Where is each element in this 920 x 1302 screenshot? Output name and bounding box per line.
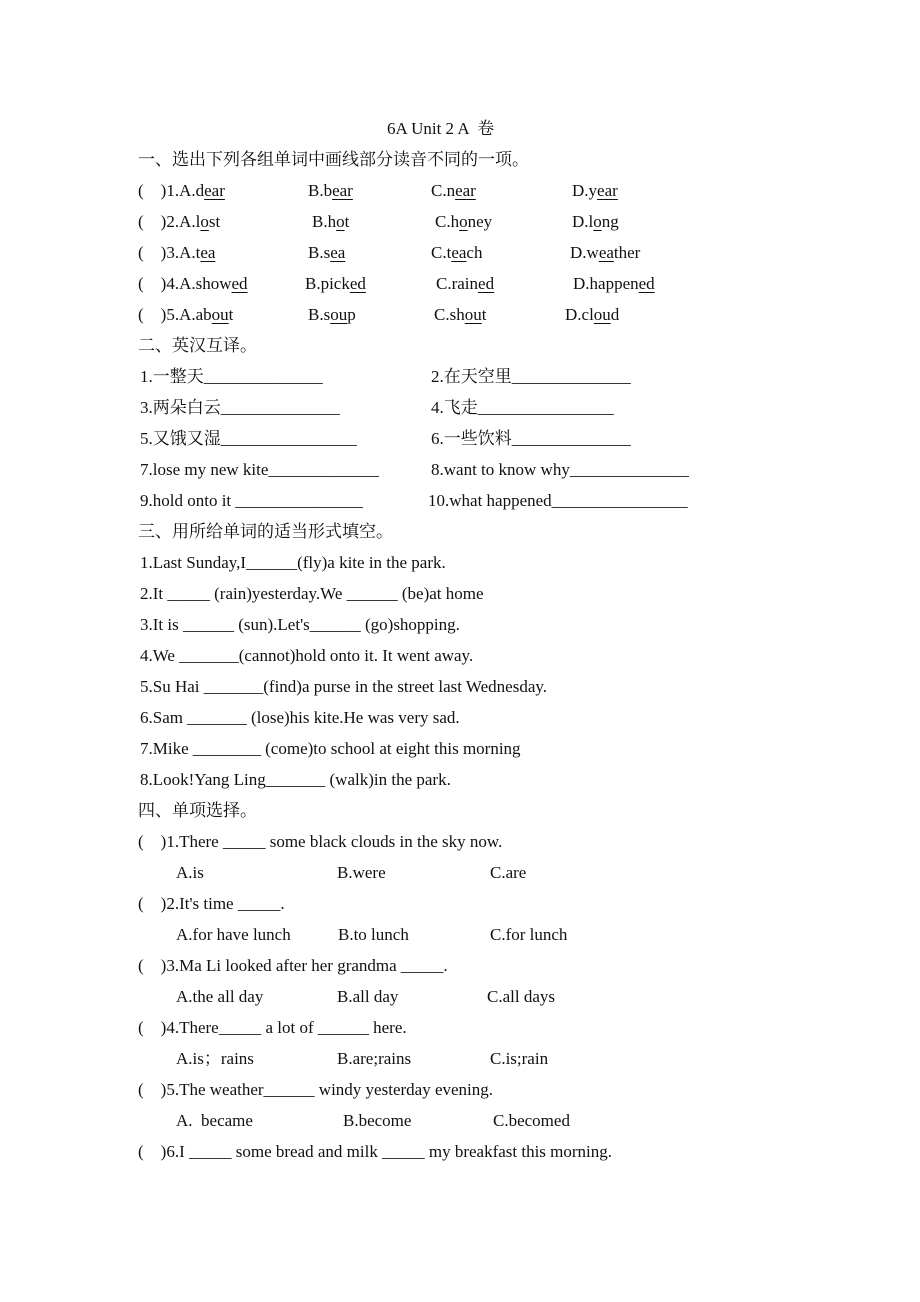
option-c bbox=[436, 273, 494, 295]
choice-option-c: C.becomed bbox=[493, 1111, 570, 1130]
underlined-part: ea bbox=[598, 243, 614, 262]
underlined-part: ear bbox=[332, 181, 353, 200]
option-text: t bbox=[344, 212, 350, 231]
option-b bbox=[308, 242, 345, 264]
choice-option-b: B.all day bbox=[337, 987, 399, 1006]
question-number: 1. bbox=[166, 181, 180, 200]
question-row bbox=[138, 304, 233, 326]
answer-bracket: ( ) bbox=[138, 1018, 167, 1037]
choice-option-c: C.for lunch bbox=[490, 925, 568, 944]
option-b bbox=[305, 273, 366, 295]
option-text: A.t bbox=[179, 243, 201, 262]
translation-item: 9.hold onto it _______________ bbox=[140, 491, 363, 510]
translation-item: 3.两朵白云______________ bbox=[140, 398, 340, 417]
choice-question: 4.There_____ a lot of ______ here. bbox=[166, 1018, 407, 1037]
underlined-part: ou bbox=[464, 305, 482, 324]
option-text: B.b bbox=[308, 181, 333, 200]
option-text: B.s bbox=[308, 243, 331, 262]
fill-blank-item: 2.It _____ (rain)yesterday.We ______ (be)at home bbox=[140, 584, 484, 603]
answer-bracket: ( ) bbox=[138, 956, 167, 975]
option-text: C.sh bbox=[434, 305, 465, 324]
question-row bbox=[138, 242, 215, 264]
answer-bracket: ( ) bbox=[138, 832, 167, 851]
choice-option-a: A.is；rains bbox=[176, 1049, 254, 1068]
answer-bracket: ( ) bbox=[138, 305, 167, 324]
underlined-part: ear bbox=[597, 181, 618, 200]
answer-bracket: ( ) bbox=[138, 181, 167, 200]
fill-blank-item: 4.We _______(cannot)hold onto it. It went away. bbox=[140, 646, 474, 665]
underlined-part: ou bbox=[330, 305, 348, 324]
translation-item: 8.want to know why______________ bbox=[431, 460, 689, 479]
choice-question: 6.I _____ some bread and milk _____ my breakfast this morning. bbox=[166, 1142, 613, 1161]
section-4-heading: 四、单项选择。 bbox=[138, 801, 257, 820]
answer-bracket: ( ) bbox=[138, 212, 167, 231]
question-number: 5. bbox=[166, 305, 180, 324]
choice-question-row bbox=[138, 955, 448, 977]
option-a bbox=[179, 274, 247, 293]
translation-item: 4.飞走________________ bbox=[431, 398, 614, 417]
option-text: A.d bbox=[179, 181, 205, 200]
option-text: C.t bbox=[431, 243, 452, 262]
fill-blank-item: 8.Look!Yang Ling_______ (walk)in the park. bbox=[140, 770, 451, 789]
option-d bbox=[572, 211, 619, 233]
option-text: t bbox=[228, 305, 234, 324]
underlined-part: ed bbox=[638, 274, 655, 293]
underlined-part: o bbox=[593, 212, 602, 231]
choice-option-b: B.were bbox=[337, 863, 386, 882]
underlined-part: ou bbox=[211, 305, 229, 324]
option-text: B.s bbox=[308, 305, 331, 324]
question-row bbox=[138, 180, 225, 202]
choice-question: 5.The weather______ windy yesterday evening. bbox=[166, 1080, 494, 1099]
underlined-part: ear bbox=[455, 181, 476, 200]
question-row bbox=[138, 211, 220, 233]
underlined-part: o bbox=[200, 212, 209, 231]
option-c bbox=[435, 211, 492, 233]
answer-bracket: ( ) bbox=[138, 1142, 167, 1161]
option-text: D.l bbox=[572, 212, 594, 231]
option-a bbox=[179, 243, 215, 262]
choice-option-a: A.the all day bbox=[176, 987, 264, 1006]
option-text: ther bbox=[613, 243, 641, 262]
choice-option-a: A.is bbox=[176, 863, 204, 882]
option-c bbox=[434, 304, 486, 326]
option-d bbox=[570, 242, 640, 264]
section-1-heading: 一、选出下列各组单词中画线部分读音不同的一项。 bbox=[138, 150, 529, 169]
choice-question: 3.Ma Li looked after her grandma _____. bbox=[166, 956, 448, 975]
translation-item: 6.一些饮料______________ bbox=[431, 429, 631, 448]
option-text: st bbox=[208, 212, 221, 231]
option-d bbox=[573, 273, 655, 295]
fill-blank-item: 7.Mike ________ (come)to school at eight this morning bbox=[140, 739, 521, 758]
choice-question-row bbox=[138, 831, 502, 853]
option-text: p bbox=[347, 305, 356, 324]
option-text: D.cl bbox=[565, 305, 594, 324]
choice-option-a: A.for have lunch bbox=[176, 925, 291, 944]
answer-bracket: ( ) bbox=[138, 274, 167, 293]
option-text: B.h bbox=[312, 212, 337, 231]
choice-question-row bbox=[138, 1141, 612, 1163]
translation-item: 2.在天空里______________ bbox=[431, 367, 631, 386]
choice-question-row bbox=[138, 893, 285, 915]
option-text: C.rain bbox=[436, 274, 479, 293]
option-text: D.y bbox=[572, 181, 598, 200]
question-number: 3. bbox=[166, 243, 180, 262]
underlined-part: ed bbox=[349, 274, 366, 293]
translation-item: 10.what happened________________ bbox=[428, 491, 688, 510]
option-a bbox=[179, 305, 233, 324]
translation-item: 1.一整天______________ bbox=[140, 367, 323, 386]
choice-option-c: C.all days bbox=[487, 987, 555, 1006]
fill-blank-item: 5.Su Hai _______(find)a purse in the street last Wednesday. bbox=[140, 677, 548, 696]
option-text: A.ab bbox=[179, 305, 212, 324]
option-b bbox=[308, 304, 356, 326]
question-number: 2. bbox=[166, 212, 180, 231]
underlined-part: ed bbox=[478, 274, 495, 293]
option-b bbox=[312, 211, 349, 233]
fill-blank-item: 3.It is ______ (sun).Let's______ (go)shopping. bbox=[140, 615, 460, 634]
option-text: ch bbox=[466, 243, 483, 262]
fill-blank-item: 1.Last Sunday,I______(fly)a kite in the park. bbox=[140, 553, 446, 572]
option-text: D.w bbox=[570, 243, 599, 262]
section-3-heading: 三、用所给单词的适当形式填空。 bbox=[138, 522, 393, 541]
choice-option-b: B.to lunch bbox=[338, 925, 409, 944]
underlined-part: ea bbox=[200, 243, 216, 262]
question-row bbox=[138, 273, 248, 295]
underlined-part: ear bbox=[204, 181, 225, 200]
option-text: C.h bbox=[435, 212, 460, 231]
option-text: C.n bbox=[431, 181, 456, 200]
fill-blank-item: 6.Sam _______ (lose)his kite.He was very sad. bbox=[140, 708, 460, 727]
answer-bracket: ( ) bbox=[138, 243, 167, 262]
option-text: ney bbox=[467, 212, 493, 231]
underlined-part: ea bbox=[451, 243, 467, 262]
choice-option-b: B.become bbox=[343, 1111, 412, 1130]
choice-option-a: A. became bbox=[176, 1111, 253, 1130]
option-a bbox=[179, 181, 225, 200]
option-a bbox=[179, 212, 220, 231]
section-2-heading: 二、英汉互译。 bbox=[138, 336, 257, 355]
option-text: t bbox=[481, 305, 487, 324]
answer-bracket: ( ) bbox=[138, 894, 167, 913]
option-b bbox=[308, 180, 353, 202]
choice-option-c: C.are bbox=[490, 863, 527, 882]
translation-item: 7.lose my new kite_____________ bbox=[140, 460, 379, 479]
question-number: 4. bbox=[166, 274, 180, 293]
choice-question: 1.There _____ some black clouds in the sky now. bbox=[166, 832, 503, 851]
choice-question-row bbox=[138, 1017, 407, 1039]
option-d bbox=[565, 304, 619, 326]
choice-question: 2.It's time _____. bbox=[166, 894, 285, 913]
underlined-part: o bbox=[336, 212, 345, 231]
option-text: D.happen bbox=[573, 274, 639, 293]
translation-item: 5.又饿又湿________________ bbox=[140, 429, 357, 448]
choice-question-row bbox=[138, 1079, 493, 1101]
underlined-part: ou bbox=[593, 305, 611, 324]
underlined-part: ea bbox=[330, 243, 346, 262]
choice-option-c: C.is;rain bbox=[490, 1049, 549, 1068]
option-c bbox=[431, 242, 482, 264]
underlined-part: ed bbox=[231, 274, 248, 293]
choice-option-b: B.are;rains bbox=[337, 1049, 412, 1068]
option-c bbox=[431, 180, 476, 202]
answer-bracket: ( ) bbox=[138, 1080, 167, 1099]
underlined-part: o bbox=[459, 212, 468, 231]
option-text: A.show bbox=[179, 274, 232, 293]
option-d bbox=[572, 180, 618, 202]
option-text: A.l bbox=[179, 212, 201, 231]
option-text: B.pick bbox=[305, 274, 350, 293]
option-text: d bbox=[610, 305, 620, 324]
page-title: 6A Unit 2 A 卷 bbox=[387, 119, 495, 138]
option-text: ng bbox=[601, 212, 619, 231]
